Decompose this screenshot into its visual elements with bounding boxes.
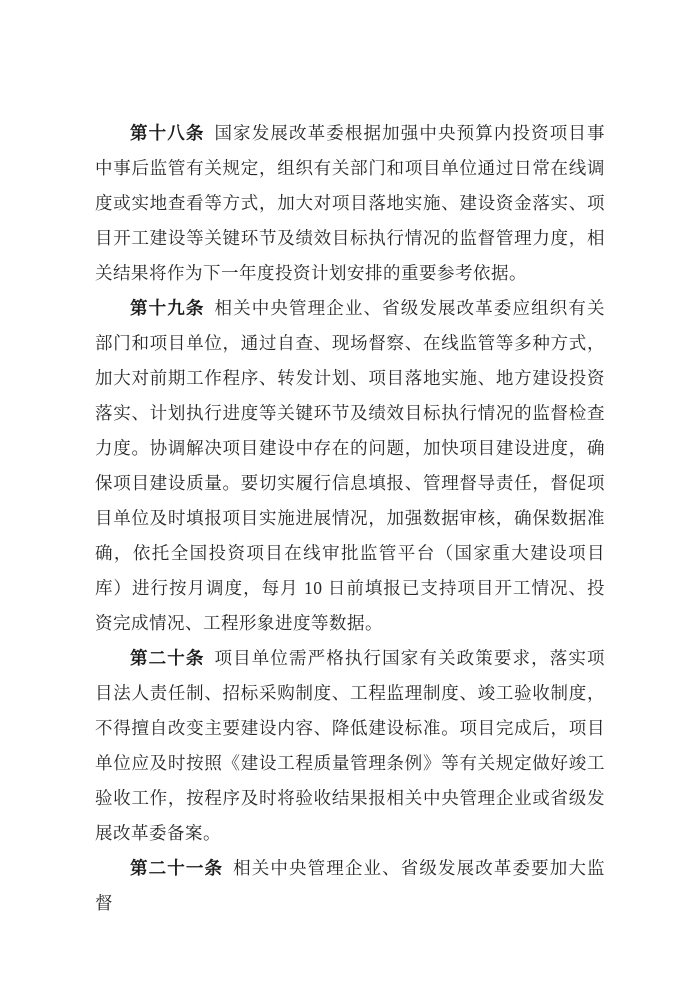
article-19-text: 相关中央管理企业、省级发展改革委应组织有关部门和项目单位，通过自查、现场督察、在线监管等多种方式，加大对前期工作程序、转发计划、项目落地实施、地方建设投资落实、计划执行进度等关键环节及绩效目标执行情况的监督检查力度。协调解决项目建设中存在的问题，加快项目建设进度，确保项目建设质量。要切实履行信息填报、管理督导责任，督促项目单位及时填报项目实施进展情况，加强数据审核，确保数据准确，依托全国投资项目在线审批监管平台（国家重大建设项目库）进行按月调度，每月 10 日前填报已支持项目开工情况、投资完成情况、工程形象进度等数据。	[95, 298, 605, 633]
article-19-paragraph	[95, 291, 605, 641]
article-18-number: 第十八条	[130, 123, 205, 143]
article-20-number: 第二十条	[130, 648, 205, 668]
article-20-paragraph	[95, 641, 605, 851]
article-19-number: 第十九条	[130, 298, 205, 318]
document-text-block	[95, 116, 605, 921]
article-18-text: 国家发展改革委根据加强中央预算内投资项目事中事后监管有关规定，组织有关部门和项目单位通过日常在线调度或实地查看等方式，加大对项目落地实施、建设资金落实、项目开工建设等关键环节及绩效目标执行情况的监督管理力度，相关结果将作为下一年度投资计划安排的重要参考依据。	[95, 123, 605, 283]
article-20-text: 项目单位需严格执行国家有关政策要求，落实项目法人责任制、招标采购制度、工程监理制度、竣工验收制度，不得擅自改变主要建设内容、降低建设标准。项目完成后，项目单位应及时按照《建设工程质量管理条例》等有关规定做好竣工验收工作，按程序及时将验收结果报相关中央管理企业或省级发展改革委备案。	[95, 648, 605, 843]
article-21-text: 相关中央管理企业、省级发展改革委要加大监督	[95, 858, 605, 913]
article-21-paragraph	[95, 851, 605, 921]
article-18-paragraph	[95, 116, 605, 291]
article-21-number: 第二十一条	[130, 858, 224, 878]
